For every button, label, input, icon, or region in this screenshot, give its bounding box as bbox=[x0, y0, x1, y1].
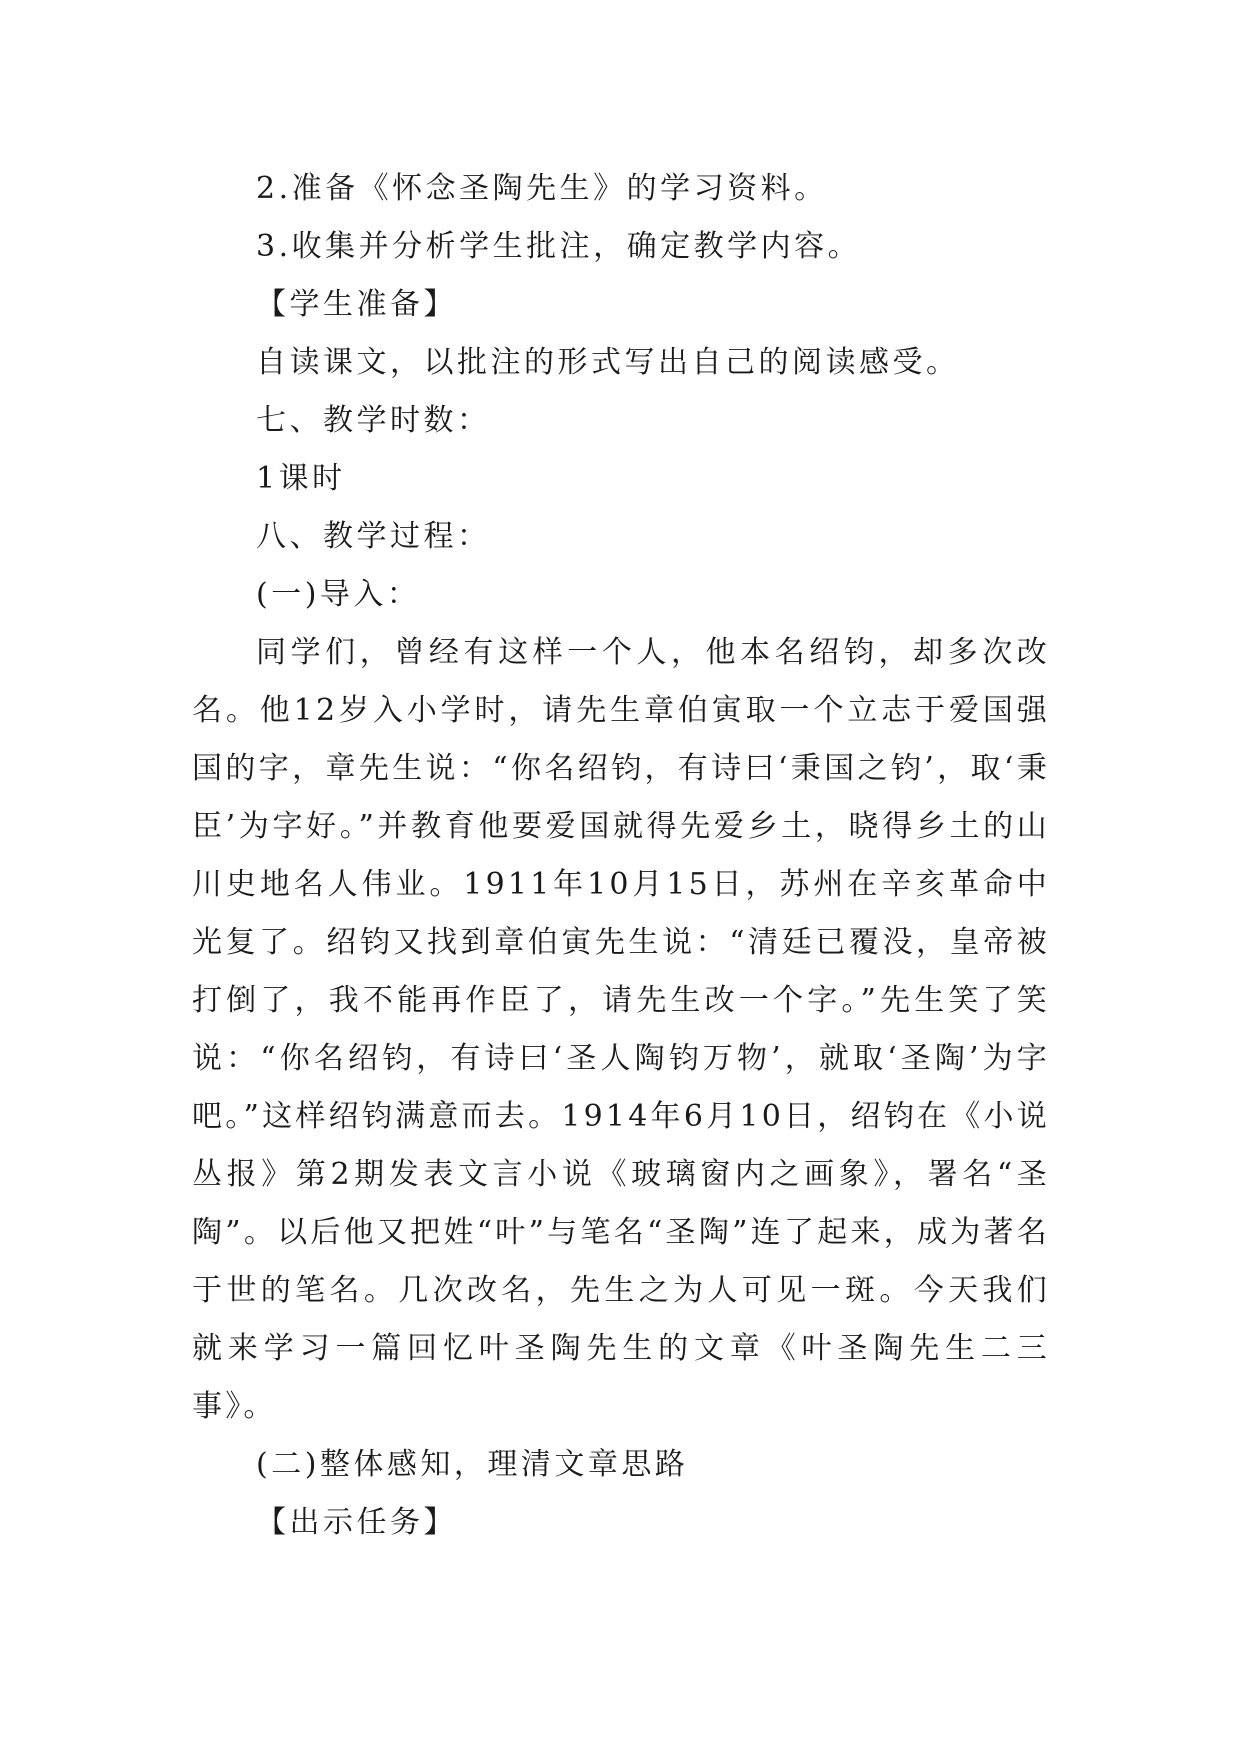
prep-item-3: 3.收集并分析学生批注，确定教学内容。 bbox=[256, 229, 862, 264]
document-body bbox=[192, 160, 1050, 1552]
task-heading: 【出示任务】 bbox=[256, 1505, 457, 1540]
section-eight-heading: 八、教学过程： bbox=[256, 519, 491, 554]
intro-paragraph: 同学们，曾经有这样一个人，他本名绍钧，却多次改名。他12岁入小学时，请先生章伯寅取一个立志于爱国强国的字，章先生说：“你名绍钧，有诗曰‘秉国之钧’，取‘秉臣’为字好。”并教育他要爱国就得先爱乡土，晓得乡土的山川史地名人伟业。1911年10月15日，苏州在辛亥革命中光复了。绍钧又找到章伯寅先生说：“清廷已覆没，皇帝被打倒了，我不能再作臣了，请先生改一个字。”先生笑了笑说：“你名绍钧，有诗曰‘圣人陶钧万物’，就取‘圣陶’为字吧。”这样绍钧满意而去。1914年6月10日，绍钧在《小说丛报》第2期发表文言小说《玻璃窗内之画象》，署名“圣陶”。以后他又把姓“叶”与笔名“圣陶”连了起来，成为著名于世的笔名。几次改名，先生之为人可见一斑。今天我们就来学习一篇回忆叶圣陶先生的文章《叶圣陶先生二三事》。 bbox=[192, 635, 1050, 1424]
class-hours: 1课时 bbox=[256, 461, 346, 496]
section-seven-heading: 七、教学时数： bbox=[256, 403, 491, 438]
student-prep-heading: 【学生准备】 bbox=[256, 287, 457, 322]
section-two-heading: (二)整体感知，理清文章思路 bbox=[256, 1447, 689, 1482]
prep-item-2: 2.准备《怀念圣陶先生》的学习资料。 bbox=[256, 171, 828, 206]
intro-heading: (一)导入： bbox=[256, 577, 421, 612]
student-prep-text: 自读课文，以批注的形式写出自己的阅读感受。 bbox=[256, 345, 960, 380]
